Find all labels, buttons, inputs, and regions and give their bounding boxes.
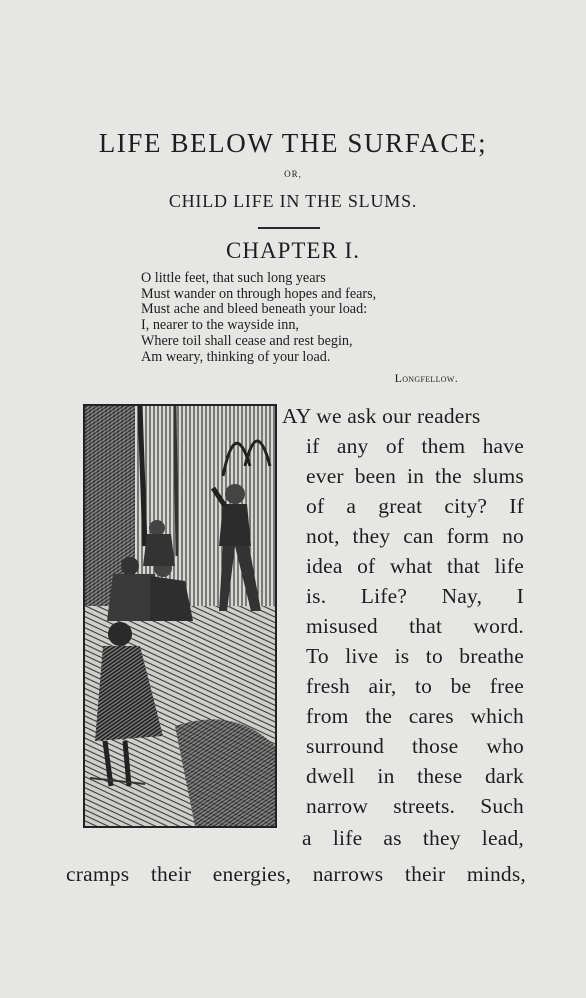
word: fresh xyxy=(306,674,350,698)
body-line xyxy=(306,464,524,489)
word: of xyxy=(385,434,405,458)
word: is. xyxy=(306,584,327,608)
word: to xyxy=(414,674,433,698)
body-line: AY we ask our readers xyxy=(282,404,481,428)
word: the xyxy=(435,464,462,488)
word: a xyxy=(346,494,357,518)
word: they xyxy=(352,524,391,548)
epigraph-poem xyxy=(141,271,471,365)
poem-line: Where toil shall cease and rest begin, xyxy=(141,332,353,349)
body-line xyxy=(306,674,524,699)
word: can xyxy=(403,524,434,548)
word: in xyxy=(377,764,395,788)
word: no xyxy=(502,524,524,548)
word: is xyxy=(394,644,410,668)
poem-line: I, nearer to the wayside inn, xyxy=(141,317,299,334)
word: minds, xyxy=(466,862,526,886)
word: those xyxy=(412,734,459,758)
body-line xyxy=(306,794,524,819)
poem-line: Am weary, thinking of your load. xyxy=(141,348,331,365)
word: that xyxy=(409,614,443,638)
word: of xyxy=(357,554,376,578)
word: a xyxy=(302,826,312,850)
word: have xyxy=(482,434,524,458)
word: from xyxy=(306,704,349,728)
word: free xyxy=(489,674,524,698)
word: what xyxy=(389,554,433,578)
word: which xyxy=(470,704,524,728)
word: narrow xyxy=(306,794,369,818)
word: Life? xyxy=(360,584,408,608)
word: dwell xyxy=(306,764,355,788)
body-line xyxy=(306,644,524,669)
word: be xyxy=(450,674,472,698)
word: to xyxy=(425,644,443,668)
engraving-image xyxy=(85,406,275,826)
word: I xyxy=(516,584,524,608)
word: Such xyxy=(480,794,524,818)
word: great xyxy=(378,494,423,518)
word: life xyxy=(494,554,524,578)
word: surround xyxy=(306,734,385,758)
word: of xyxy=(306,494,325,518)
body-line-full xyxy=(66,862,526,887)
poem-line: Must ache and bleed beneath your load: xyxy=(141,301,368,318)
word: that xyxy=(446,554,481,578)
body-line xyxy=(306,584,524,609)
word: not, xyxy=(306,524,340,548)
word: who xyxy=(486,734,524,758)
word: their xyxy=(404,862,446,886)
word: they xyxy=(422,826,461,850)
book-title: LIFE BELOW THE SURFACE; xyxy=(98,128,488,158)
body-line xyxy=(306,614,524,639)
word: streets. xyxy=(393,794,456,818)
body-line xyxy=(306,434,524,459)
poem-line: Must wander on through hopes and fears, xyxy=(141,285,377,302)
title-rule xyxy=(258,227,320,229)
body-line xyxy=(306,554,524,579)
word: any xyxy=(336,434,369,458)
word: live xyxy=(345,644,379,668)
word: cramps xyxy=(66,862,130,886)
chapter-heading: CHAPTER I. xyxy=(226,238,360,263)
word: dark xyxy=(484,764,524,788)
word: lead, xyxy=(481,826,524,850)
body-line xyxy=(302,826,524,851)
epigraph-attribution: Longfellow. xyxy=(394,371,458,385)
word: air, xyxy=(368,674,397,698)
word: been xyxy=(354,464,397,488)
word: breathe xyxy=(459,644,524,668)
word: their xyxy=(150,862,192,886)
body-line xyxy=(306,494,524,519)
word: Nay, xyxy=(441,584,483,608)
book-subtitle: CHILD LIFE IN THE SLUMS. xyxy=(168,191,418,211)
word: narrows xyxy=(312,862,384,886)
word: If xyxy=(509,494,524,518)
word: cares xyxy=(408,704,454,728)
word: the xyxy=(365,704,393,728)
word: word. xyxy=(473,614,524,638)
chapter-illustration xyxy=(83,404,277,828)
word: in xyxy=(407,464,425,488)
body-line xyxy=(306,704,524,729)
word: if xyxy=(306,434,320,458)
word: energies, xyxy=(212,862,292,886)
word: city? xyxy=(444,494,488,518)
word: life xyxy=(332,826,363,850)
body-line xyxy=(306,734,524,759)
opening-line xyxy=(282,404,523,429)
word: form xyxy=(446,524,490,548)
word: as xyxy=(383,826,402,850)
word: ever xyxy=(306,464,344,488)
word: To xyxy=(306,644,329,668)
word: slums xyxy=(472,464,524,488)
word: them xyxy=(421,434,466,458)
word: idea xyxy=(306,554,343,578)
word: these xyxy=(417,764,463,788)
body-line xyxy=(306,524,524,549)
title-or: OR, xyxy=(284,169,302,179)
poem-line: O little feet, that such long years xyxy=(141,270,326,286)
body-line xyxy=(306,764,524,789)
word: misused xyxy=(306,614,378,638)
